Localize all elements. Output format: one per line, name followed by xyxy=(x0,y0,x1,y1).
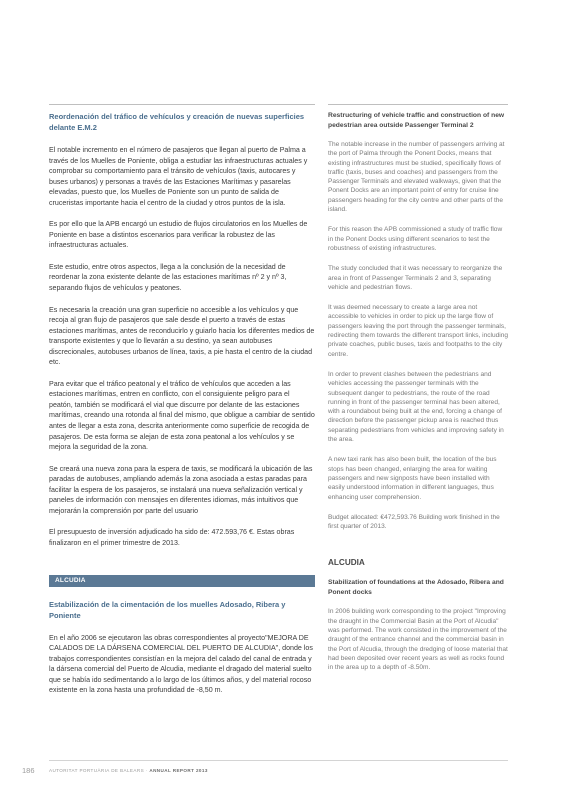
paragraph-es-1: El notable incremento en el número de pasajeros que llegan al puerto de Palma a través de los Muelles de Poniente, obliga a estudiar las infraestructuras actuales y comprobar su comportamiento para el tránsito de vehículos (taxis, autocares y buses urbanos) y personas a través de las Estaciones Marítimas y pasarelas elevadas, puesto que, los Muelles de Poniente son un punto de salida de cruceristas importante hacia el centro de la ciudad y otros puntos de la isla. xyxy=(49,146,308,207)
paragraph-en-budget: Budget allocated: €472,593.76 Building work finished in the first quarter of 2013. xyxy=(328,513,500,531)
heading-foundation-stabilization-en: Stabilization of foundations at the Adosado, Ribera and Ponent docks xyxy=(328,579,504,596)
footer-separator: · xyxy=(145,768,148,773)
paragraph-en-6: A new taxi rank has also been built, the location of the bus stops has been changed, enlarging the area for waiting passengers and new signposts have been installed with easily understood information in different languages, thus enhancing user comprehension. xyxy=(328,456,497,501)
footer-publication xyxy=(49,768,208,773)
right-top-rule xyxy=(328,104,508,105)
paragraph-es-2: Es por ello que la APB encargó un estudio de flujos circulatorios en los Muelles de Poniente en base a distintos escenarios para verificar la robustez de las infraestructuras actuales. xyxy=(49,220,308,250)
paragraph-en-1: The notable increase in the number of passengers arriving at the port of Palma through the Ponent Docks, means that existing infrastructures must be studied, specifically flows of traffic (taxis, buses and coaches) and passengers from the Passenger Terminals and elevated walkways, given that the Ponent Docks are an important point of entry for cruise line passengers heading for the city centre and other parts of the island. xyxy=(328,141,505,214)
paragraph-es-budget: El presupuesto de inversión adjudicado ha sido de: 472.593,76 €. Estas obras finalizaron en el primer trimestre de 2013. xyxy=(49,528,295,547)
left-top-rule xyxy=(49,104,315,105)
heading-foundation-stabilization-es: Estabilización de la cimentación de los muelles Adosado, Ribera y Poniente xyxy=(49,599,286,620)
paragraph-es-5: Para evitar que el tráfico peatonal y el tráfico de vehículos que acceden a las estaciones marítimas, entren en conflicto, con el consiguiente peligro para el peatón, también se modificará el vial que discurre por delante de las estaciones marítimas, creando una rotonda al final del mismo, que obligue a cambiar de sentido antes de llegar a esta zona, descrita anteriormente como superficie de recogida de pasajeros. De esta forma se alejan de esta zona peatonal a los vehículos y se mejora la seguridad de la zona. xyxy=(49,379,315,452)
footer-report: ANNUAL REPORT 2013 xyxy=(149,768,208,773)
paragraph-en-4: It was deemed necessary to create a large area not accessible to vehicles in order to pick up the large flow of passengers leaving the port through the passenger terminals, redirecting them towards the different transport links, including private coaches, public buses, taxis and footpaths to the city centre. xyxy=(328,304,509,358)
paragraph-en-2: For this reason the APB commissioned a study of traffic flow in the Ponent Docks using different scenarios to test the robustness of existing infrastructures. xyxy=(328,226,503,252)
footer-rule xyxy=(49,760,508,761)
section-bar-alcudia: ALCUDIA xyxy=(49,575,315,587)
paragraph-es-3: Este estudio, entre otros aspectos, llega a la conclusión de la necesidad de reordenar la zona existente delante de las estaciones marítimas nº 2 y nº 3, separando flujos de vehículos y peatones. xyxy=(49,262,287,293)
english-column xyxy=(328,104,508,683)
page-footer xyxy=(0,760,565,780)
page-number: 186 xyxy=(22,766,35,775)
paragraph-es-4: Es necesaria la creación una gran superficie no accesible a los vehículos y que recoja al gran flujo de pasajeros que sale desde el puerto a través de estas estaciones marítimas, antes de reconducirlo y guiarlo hacia los diferentes medios de transporte existentes y que lo llevarán a su destino, ya sean autobuses discrecionales, autobuses urbanos de línea, taxis, a pie hasta el centro de la ciudad etc. xyxy=(49,305,315,367)
section-title-alcudia: ALCUDIA xyxy=(328,558,365,568)
heading-traffic-restructuring-en: Restructuring of vehicle traffic and construction of new pedestrian area outside Passenger Terminal 2 xyxy=(328,112,505,129)
footer-authority: AUTORITAT PORTUÀRIA DE BALEARS xyxy=(49,768,145,773)
spanish-column xyxy=(49,104,315,707)
paragraph-es-alcudia: En el año 2006 se ejecutaron las obras correspondientes al proyecto"MEJORA DE CALADOS DE LA DÁRSENA COMERCIAL DEL PUERTO DE ALCUDIA", donde los trabajos correspondientes consistían en la mejora del calado del canal de entrada y la dársena comercial del Puerto de Alcudia, mediante el dragado del material suelto que se había ido sedimentando a lo largo de los últimos años, y del material rocoso existente en la zona hasta una profundidad de -8,50 m. xyxy=(49,633,313,695)
paragraph-en-alcudia: In 2006 building work corresponding to the project "Improving the draught in the Commercial Basin at the Port of Alcudia" was performed. The work consisted in the improvement of the draught of the entrance channel and the commercial basin in the Port of Alcudia, through the dredging of loose material that had been deposited over recent years as well as rocks found in the area up to a depth of -8.50m. xyxy=(328,608,508,672)
heading-traffic-reorganization-es: Reordenación del tráfico de vehículos y creación de nuevas superficies delante E.M.2 xyxy=(49,112,305,132)
paragraph-en-3: The study concluded that it was necessary to reorganize the area in front of Passenger Terminals 2 and 3, separating vehicle and pedestrian flows. xyxy=(328,265,503,291)
paragraph-es-6: Se creará una nueva zona para la espera de taxis, se modificará la ubicación de las paradas de autobuses, ampliando además la zona asociada a estas paradas para facilitar la espera de los pasajeros, se instalará una nueva señalización vertical y paneles de información con mensajes en diferentes idiomas, más intuitivos que mejorarán la comprensión por parte del usuario xyxy=(49,464,313,515)
paragraph-en-5: In order to prevent clashes between the pedestrians and vehicles accessing the passenger terminals with the subsequent danger to pedestrians, the route of the road running in front of the passenger terminal has been altered, with a roundabout being built at the end, forcing a change of direction before the passenger pickup area is reached thus separating pedestrians from vehicles and improving safety in the area. xyxy=(328,370,504,444)
